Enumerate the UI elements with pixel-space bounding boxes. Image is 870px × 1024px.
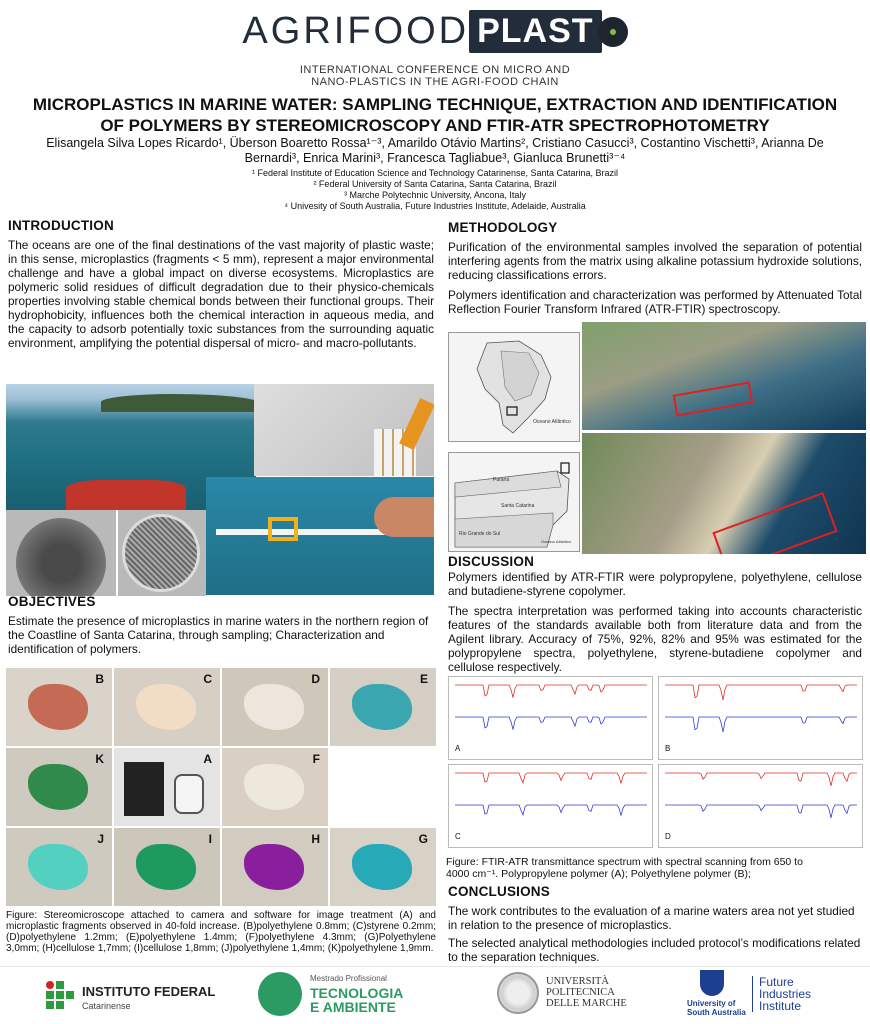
tile-label: B [95, 672, 104, 686]
univpm-seal-icon [497, 972, 539, 1014]
tile-label: I [208, 832, 212, 846]
ifc-logo-text [82, 985, 215, 1013]
objectives-text: Estimate the presence of microplastics in marine waters in the northern region of the Coastline of Santa Catarina, through sampling; Characterization and identification of polymers. [8, 614, 429, 656]
affiliations [0, 168, 870, 212]
discussion-text-1: Polymers identified by ATR-FTIR were polypropylene, polyethylene, cellulose and butadiene-styrene copolymer. [448, 570, 862, 598]
discussion-heading: DISCUSSION [448, 554, 535, 569]
ta-small-text: Mestrado Profissional [310, 974, 387, 983]
microplastic-tile [222, 668, 328, 746]
satellite-image-2 [582, 433, 866, 554]
sample-spectrum-line [665, 685, 857, 700]
sample-spectrum-line [455, 773, 647, 783]
ftir-caption-line-2: 4000 cm⁻¹. Polypropylene polymer (A); Polyethylene polymer (B); [446, 868, 751, 880]
microplastic-fragment [28, 684, 88, 730]
sampling-area-box-1 [673, 381, 754, 416]
tile-label: G [418, 832, 428, 846]
logo-agrifood-text: AGRIFOOD [242, 10, 470, 52]
santa-catarina-map [448, 452, 580, 552]
tile-label: K [95, 752, 104, 766]
tile-label: H [311, 832, 320, 846]
microplastic-tile [330, 668, 436, 746]
sieve-photo-2 [118, 510, 206, 596]
introduction-heading: INTRODUCTION [8, 218, 114, 233]
microplastic-tile [114, 668, 220, 746]
lab-equipment-photo [254, 384, 434, 476]
authors [20, 136, 850, 166]
microplastic-image-grid [6, 668, 434, 906]
tile-label: A [203, 752, 212, 766]
spectrum-label: B [665, 744, 671, 753]
logo-plast-text: PLAST [469, 10, 601, 53]
microplastic-tile [222, 748, 328, 826]
conference-line-2: NANO-PLASTICS IN THE AGRI-FOOD CHAIN [311, 76, 559, 88]
ifc-logo-icon [46, 981, 76, 1011]
microplastic-fragment [244, 844, 304, 890]
poster-title-line-1: MICROPLASTICS IN MARINE WATER: SAMPLING TECHNIQUE, EXTRACTION AND IDENTIFICATION [32, 95, 838, 114]
manta-net-photo [206, 477, 434, 595]
microplastic-tile [6, 668, 112, 746]
tile-label: D [311, 672, 320, 686]
map2-label-ocean: Oceano Atlântico [541, 539, 572, 544]
spectrum-label: A [455, 744, 461, 753]
discussion-text-2: The spectra interpretation was performed taking into accounts characteristic features of the standards available both from literature data and from the Agilent library. Accuracy of 75%, 92%, 82% and 95% was estimated for the polypropylene spectra, polyethylene, styrene-butadiene copolymer and cellulose respectively. [448, 604, 862, 674]
methodology-heading: METHODOLOGY [448, 220, 558, 235]
ftir-caption [446, 856, 866, 880]
stereomicroscope-shape [174, 774, 204, 814]
stereomicroscope-caption: Figure: Stereomicroscope attached to camera and software for image treatment (A) and microplastic fragments observed in 40-fold increase. (B)polyethylene 0.8mm; (C)styrene 0.2mm; (D)polyethylene 1.2mm; (E)polyethylene 1.4mm; (F)polyethylene 4.3mm; (G)Polyethylene 3,0mm; (H)cellulose 1,7mm; (I)cellulose 1,8mm; (J)polyethylene 1,4mm; (K)polyethylene 1,9mm. [6, 910, 436, 954]
ftir-spectrum-panel [658, 676, 863, 760]
methodology-text-2: Polymers identification and characterization was performed by Attenuated Total Reflection Fourier Transform Infrared (ATR-FTIR) spectroscopy. [448, 288, 862, 316]
poster-header [0, 0, 870, 210]
sieve-mesh-disc [122, 514, 200, 592]
sieve-disc [16, 518, 106, 596]
microplastic-fragment [244, 764, 304, 810]
fii-line-2: Industries [759, 987, 812, 1001]
map2-label-rio-grande: Rio Grande do Sul [459, 531, 501, 537]
spectrum-label: C [455, 832, 461, 841]
affiliation-4: ⁴ Univesity of South Australia, Future Industries Institute, Adelaide, Australia [284, 201, 586, 211]
univpm-line-1: UNIVERSITÀ [546, 976, 609, 987]
authors-line-2: Bernardi³, Enrica Marini³, Francesca Tagliabue³, Gianluca Brunetti³⁻⁴ [244, 151, 626, 165]
unisa-line-2: South Australia [687, 1008, 746, 1017]
microscope-setup-shape [124, 762, 164, 816]
unisa-shield-icon [700, 970, 724, 996]
satellite-image-1 [582, 322, 866, 430]
microplastic-tile [114, 748, 220, 826]
methodology-text-1: Purification of the environmental samples involved the separation of potential interfering agents from the matrix using alkaline potassium hydroxide solutions, reducing classifications errors. [448, 240, 862, 282]
ta-line-1: TECNOLOGIA [310, 985, 404, 1001]
ftir-spectrum-panel [448, 764, 653, 848]
affiliation-3: ³ Marche Polytechnic University, Ancona, Italy [344, 190, 526, 200]
conference-line-1: INTERNATIONAL CONFERENCE ON MICRO AND [299, 64, 571, 76]
microplastic-tile [330, 828, 436, 906]
logo-dot-sphere-icon [598, 17, 628, 47]
fii-line-1: Future [759, 975, 794, 989]
microplastic-tile [6, 748, 112, 826]
sieve-photo-1 [6, 510, 116, 596]
location-maps [448, 322, 580, 554]
ftir-spectra-figure [448, 676, 866, 852]
introduction-text: The oceans are one of the final destinations of the vast majority of plastic waste; in this sense, microplastics (fragments < 5 mm), represent a major environmental challenge and have a global impact on diverse ecosystems. Microplastics are polymeric solid residues of difficult degradation due to their physico-chemicals properties involving stable chemical bonds between their functional groups. Their hydrophobicity, influences both the chemical interaction in aqueous media, and the capacity to adsorb potentially toxic substances from the surrounding aquatic environment, amplifying the potential dispersal of micro- and macro-pollutants. [8, 238, 434, 350]
ftir-caption-line-1: Figure: FTIR-ATR transmittance spectrum with spectral scanning from 650 to [446, 856, 803, 868]
tile-label: C [203, 672, 212, 686]
reference-spectrum-line [455, 805, 647, 815]
unisa-line-1: University of [687, 999, 736, 1008]
univpm-line-2: POLITECNICA [546, 987, 615, 998]
univpm-line-3: DELLE MARCHE [546, 998, 627, 1009]
microplastic-fragment [28, 844, 88, 890]
tile-label: E [419, 672, 428, 686]
affiliation-1: ¹ Federal Institute of Education Science and Technology Catarinense, Santa Catarina, Brazil [251, 168, 619, 178]
ifc-subtitle: Catarinense [82, 1001, 131, 1011]
clamp-shape [399, 398, 434, 450]
sample-spectrum-line [455, 685, 647, 698]
net-tube-shape [216, 529, 386, 535]
microplastic-fragment [244, 684, 304, 730]
reference-spectrum-line [665, 717, 857, 732]
affiliation-2: ² Federal University of Santa Catarina, Santa Catarina, Brazil [313, 179, 557, 189]
map1-ocean-label: Oceano Atlântico [533, 419, 571, 425]
univpm-logo-text [546, 976, 627, 1009]
boat-shape [66, 480, 186, 510]
south-america-map [448, 332, 580, 442]
map2-label-santa-catarina: Santa Catarina [501, 503, 535, 509]
hand-shape [374, 497, 434, 537]
tecnologia-ambiente-logo-icon [258, 972, 302, 1016]
microplastic-fragment [136, 844, 196, 890]
conclusions-text-2: The selected analytical methodologies included protocol’s modifications related to the separation techniques. [448, 936, 861, 964]
microplastic-tile [114, 828, 220, 906]
ftir-spectrum-panel [448, 676, 653, 760]
fii-line-3: Institute [759, 999, 802, 1013]
microplastic-tile [222, 828, 328, 906]
tile-label: F [312, 752, 320, 766]
ifc-name: INSTITUTO FEDERAL [82, 984, 216, 999]
net-frame-shape [268, 517, 298, 541]
conclusions-heading: CONCLUSIONS [448, 884, 550, 899]
microplastic-fragment [352, 684, 412, 730]
conference-logo [0, 10, 870, 53]
spectrum-label: D [665, 832, 671, 841]
microplastic-tile [6, 828, 112, 906]
microplastic-fragment [28, 764, 88, 810]
conclusions-text-1: The work contributes to the evaluation of a marine waters area not yet studied in relation to the presence of microplastics. [448, 904, 855, 932]
microplastic-fragment [352, 844, 412, 890]
map2-label-parana: Paraná [493, 477, 510, 483]
objectives-heading: OBJECTIVES [8, 594, 96, 609]
tile-label: J [97, 832, 104, 846]
fii-logo-text [752, 976, 811, 1012]
poster-title-line-2: OF POLYMERS BY STEREOMICROSCOPY AND FTIR-ATR SPECTROPHOTOMETRY [100, 116, 770, 135]
reference-spectrum-line [665, 805, 857, 818]
unisa-logo-text [687, 999, 746, 1017]
conference-subtitle [0, 64, 870, 88]
poster-title [0, 94, 870, 136]
ta-line-2: E AMBIENTE [310, 999, 396, 1015]
tecnologia-ambiente-logo-text [310, 972, 403, 1014]
authors-line-1: Elisangela Silva Lopes Ricardo¹, Überson Boaretto Rossa¹⁻³, Amarildo Otávio Martins², Cristiano Casucci³, Costantino Vischetti³, Arianna De [46, 136, 824, 150]
sample-spectrum-line [665, 773, 857, 786]
reference-spectrum-line [455, 717, 647, 730]
ftir-spectrum-panel [658, 764, 863, 848]
sampling-area-box-2 [712, 492, 837, 554]
microplastic-fragment [136, 684, 196, 730]
